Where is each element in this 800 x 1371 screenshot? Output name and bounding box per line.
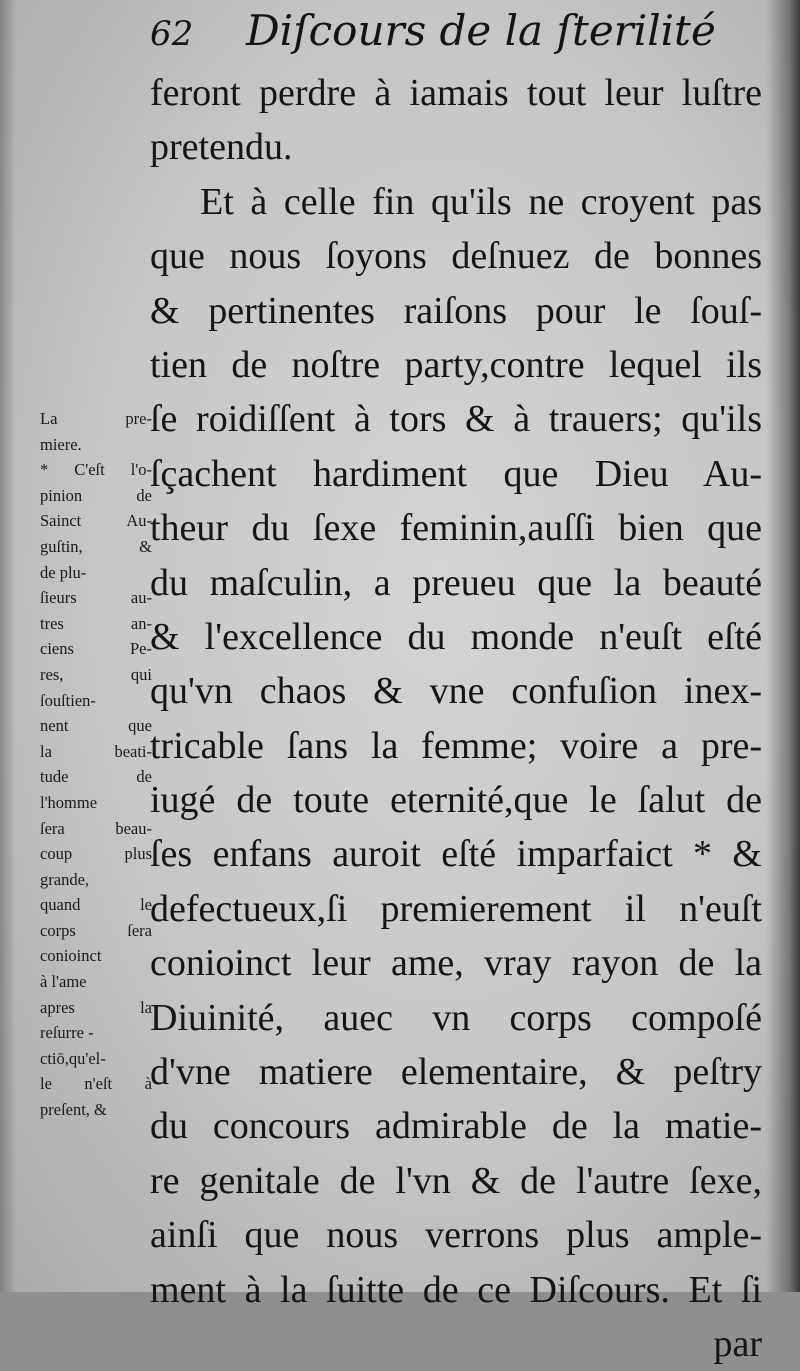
margin-note-line: quand le	[40, 895, 152, 915]
margin-note-line: Sainct Au-	[40, 511, 152, 531]
text-line: & pertinentes raiſons pour le ſouſ-	[150, 289, 762, 332]
catchword: par	[713, 1322, 762, 1365]
margin-note	[40, 406, 152, 1123]
text-line: ſçachent hardiment que Dieu Au-	[150, 452, 762, 495]
text-line: que nous ſoyons deſnuez de bonnes	[150, 235, 762, 278]
text-line: Diuinité, auec vn corps compoſé	[150, 996, 762, 1039]
margin-note-line: ſera beau-	[40, 818, 152, 838]
text-line: ment à la ſuitte de ce Diſcours. Et ſi	[150, 1268, 762, 1311]
text-line: qu'vn chaos & vne confuſion inex-	[150, 670, 762, 713]
text-line: pretendu.	[150, 126, 293, 169]
running-title: Diſcours de la ſterilité	[246, 6, 716, 55]
text-line: defectueux,ſi premierement il n'euſt	[150, 887, 762, 930]
text-line: conioinct leur ame, vray rayon de la	[150, 942, 762, 985]
text-line: feront perdre à iamais tout leur luſtre	[150, 72, 762, 114]
margin-note-line: guſtin, &	[40, 536, 152, 556]
text-line: Et à celle fin qu'ils ne croyent pas	[200, 180, 762, 223]
margin-note-line: tude de	[40, 767, 152, 787]
margin-note-line: res, qui	[40, 664, 152, 684]
margin-note-line: la beati-	[40, 741, 152, 761]
page-header	[150, 6, 770, 62]
page-number: 62	[150, 14, 194, 54]
text-line: re genitale de l'vn & de l'autre ſexe,	[150, 1159, 762, 1202]
text-line: tien de noſtre party,contre lequel ils	[150, 343, 762, 386]
margin-note-line: de plu-	[40, 562, 87, 582]
margin-note-line: * C'eſt l'o-	[40, 460, 152, 480]
margin-note-line: corps ſera	[40, 920, 152, 940]
text-line: du concours admirable de la matie-	[150, 1105, 762, 1148]
margin-note-line: ciens Pe-	[40, 639, 152, 659]
margin-note-line: pinion de	[40, 485, 152, 505]
margin-note-line: nent que	[40, 716, 152, 736]
body-text	[150, 66, 762, 1371]
text-line: ainſi que nous verrons plus ample-	[150, 1214, 762, 1257]
text-line: & l'excellence du monde n'euſt eſté	[150, 615, 762, 658]
margin-note-line: La pre-	[40, 409, 152, 428]
page-edge-shadow	[766, 0, 800, 1292]
margin-note-line: grande,	[40, 869, 90, 889]
text-line: iugé de toute eternité,que le ſalut de	[150, 779, 762, 822]
margin-note-line: le n'eſt à	[40, 1074, 152, 1094]
margin-note-line: tres an-	[40, 613, 152, 633]
text-line: du maſculin, a preueu que la beauté	[150, 561, 762, 604]
margin-note-line: conioinct	[40, 946, 102, 966]
page-gutter-shadow	[0, 0, 16, 1292]
margin-note-line: coup plus	[40, 844, 152, 864]
text-line: theur du ſexe feminin,auſſi bien que	[150, 507, 762, 550]
margin-note-line: ſieurs au-	[40, 588, 152, 608]
text-line: d'vne matiere elementaire, & peſtry	[150, 1051, 762, 1094]
margin-note-line: l'homme	[40, 792, 98, 812]
margin-note-line: ctiō,qu'el-	[40, 1048, 106, 1068]
margin-note-line: reſurre -	[40, 1023, 94, 1043]
margin-note-line: preſent, &	[40, 1100, 107, 1120]
margin-note-line: ſouſtien-	[40, 690, 96, 710]
text-line: ſes enfans auroit eſté imparfaict * &	[150, 833, 762, 876]
margin-note-line: miere.	[40, 434, 82, 454]
margin-note-line: apres la	[40, 997, 152, 1017]
text-line: ſe roidiſſent à tors & à trauers; qu'ils	[150, 398, 762, 441]
margin-note-line: à l'ame	[40, 972, 87, 992]
text-line: tricable ſans la femme; voire a pre-	[150, 724, 762, 767]
